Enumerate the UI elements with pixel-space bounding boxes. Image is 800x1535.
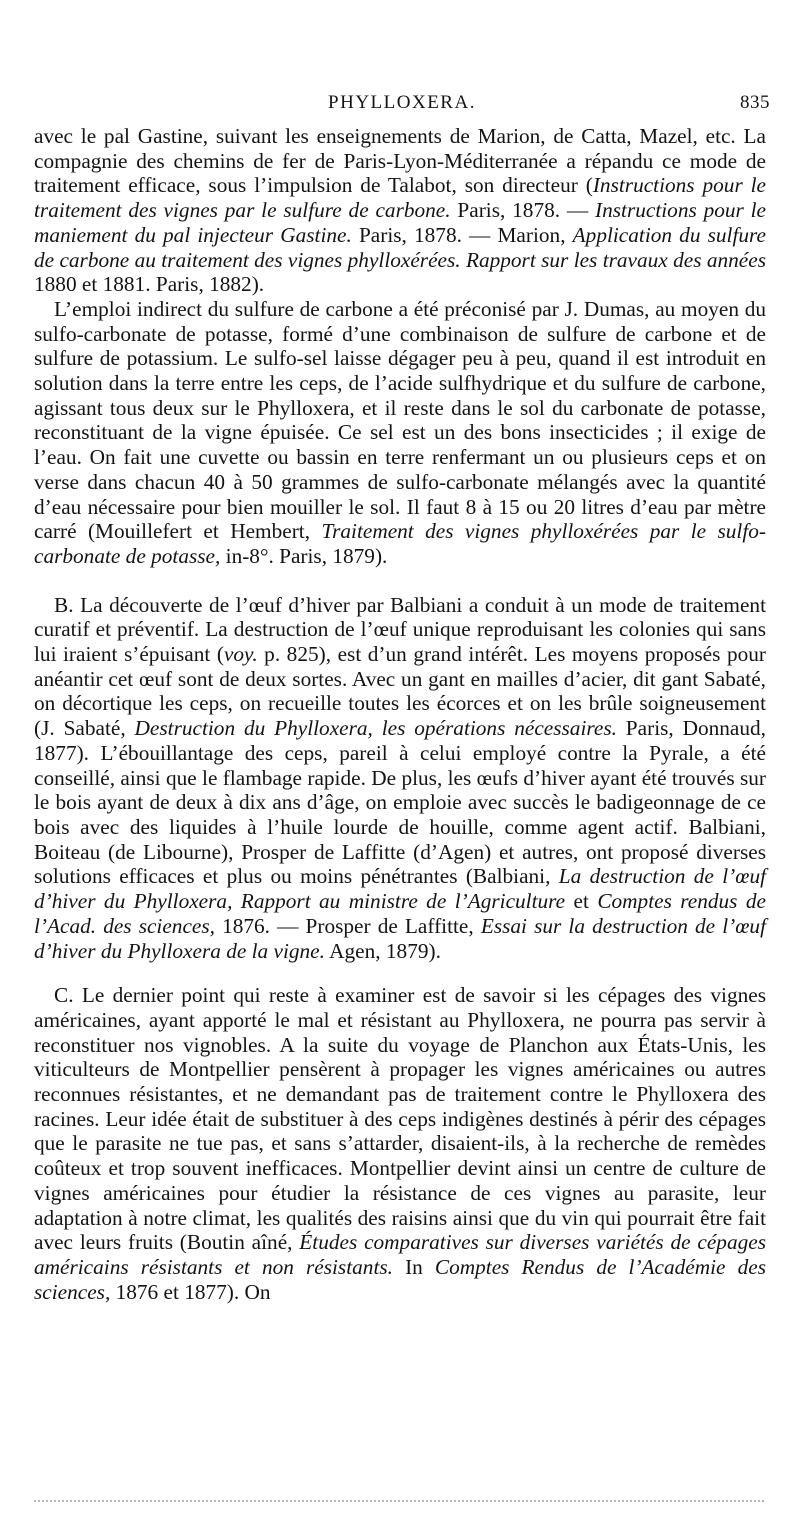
body-text: Agen, 1879). — [324, 938, 441, 963]
body-text: p. 825), est d’un grand intérêt. Les moyens proposés pour anéantir cet œuf sont de deux sortes. Avec un gant en mailles d’acier, dit gant Sabaté, on décortique les ceps, on recueille toutes les écorces et on les brûle soigneusement (J. Sabaté, — [34, 642, 767, 741]
body-text: In — [392, 1254, 435, 1279]
running-title: PHYLLOXERA. — [328, 92, 476, 113]
body-text: Paris, Donnaud, 1877). L’ébouillantage des ceps, pareil à celui employé contre la Pyrale, a été conseillé, ainsi que le flambage rapide. De plus, les œufs d’hiver ayant été trouvés sur le bois ayant de deux à dix ans d’âge, on emploie avec succès le badigeonnage de ce bois avec des liquides à l’huile lourde de houille, comme agent actif. Balbiani, Boiteau (de Libourne), Prosper de Laffitte (d’Agen) et autres, ont proposé diverses solutions efficaces et plus ou moins pénétrantes (Balbiani, — [34, 716, 766, 889]
body-text: et — [565, 889, 598, 914]
page-number: 835 — [740, 92, 770, 113]
paragraph-section-c — [34, 983, 766, 1304]
body-text: Paris, 1878. — Marion, — [351, 222, 573, 247]
italic-citation: Comptes Rendus de l’Académie des sciences, — [34, 1254, 766, 1304]
body-text: Paris, 1878. — — [450, 198, 595, 223]
body-text: 1880 et 1881. Paris, 1882). — [34, 272, 265, 297]
italic-citation: Application du sulfure de carbone au traitement des vignes phylloxérées. Rapport sur les travaux des années — [34, 222, 766, 272]
footer-dotted-rule — [34, 1500, 764, 1502]
italic-citation: Instructions pour le traitement des vignes par le sulfure de carbone. — [34, 173, 766, 223]
body-text: in-8°. Paris, 1879). — [220, 543, 388, 568]
italic-citation: Essai sur la destruction de l’œuf d’hiver du Phylloxera de la vigne. — [34, 913, 766, 963]
italic-citation: Instructions pour le maniement du pal injecteur Gastine. — [34, 198, 766, 247]
body-text: C. Le dernier point qui reste à examiner est de savoir si les cépages des vignes américaines, ayant apporté le mal et résistant au Phylloxera, ne pourra pas servir à reconstituer nos vignobles. A la suite du voyage de Planchon aux États-Unis, les viticulteurs de Montpellier pensèrent à propager les vignes américaines ou autres reconnues résistantes, et ne demandant pas de traitement contre le Phylloxera des racines. Leur idée était de substituer à des ceps indigènes destinés à périr des cépages que le parasite ne tue pas, et sans s’attarder, disaient-ils, à la recherche de remèdes coûteux et trop souvent inefficaces. Montpellier devint ainsi un centre de culture de vignes américaines pour étudier la résistance de ces vignes au parasite, leur adaptation à notre climat, les qualités des raisins ainsi que du vin qui pourrait être fait avec leurs fruits (Boutin aîné, — [34, 983, 766, 1255]
body-text: 1876 et 1877). On — [110, 1279, 271, 1304]
paragraph-section-b — [34, 593, 766, 964]
paragraph-sulfo-carbonate — [34, 297, 766, 569]
body-text: 1876. — Prosper de Laffitte, — [214, 913, 481, 938]
italic-citation: Études comparatives sur diverses variétés de cépages américains résistants et non résistants. — [34, 1230, 766, 1279]
page-body — [34, 124, 766, 1304]
italic-citation: Comptes rendus de l’Acad. des sciences, — [34, 889, 766, 938]
italic-citation: Traitement des vignes phylloxérées par le sulfo-carbonate de potasse, — [34, 519, 767, 568]
italic-citation: voy. — [223, 642, 258, 667]
body-text: B. La découverte de l’œuf d’hiver par Balbiani a conduit à un mode de traitement curatif et préventif. La destruction de l’œuf unique reproduisant les colonies qui sans lui iraient s’épuisant ( — [34, 592, 766, 667]
italic-citation: Destruction du Phylloxera, les opérations nécessaires. — [134, 716, 617, 741]
paragraph-continuation — [34, 124, 766, 297]
italic-citation: La destruction de l’œuf d’hiver du Phylloxera, Rapport au ministre de l’Agriculture — [34, 864, 767, 914]
running-header — [34, 92, 770, 122]
body-text: L’emploi indirect du sulfure de carbone a été préconisé par J. Dumas, au moyen du sulfo-carbonate de potasse, formé d’une combinaison de sulfure de carbone et de sulfure de potassium. Le sulfo-sel laisse dégager peu à peu, quand il est introduit en solution dans la terre entre les ceps, de l’acide sulfhydrique et du sulfure de carbone, agissant tous deux sur le Phylloxera, et il reste dans le sol du carbonate de potasse, reconstituant de la vigne épuisée. Ce sel est un des bons insecticides ; il exige de l’eau. On fait une cuvette ou bassin en terre renfermant un ou plusieurs ceps et on verse dans chacun 40 à 50 grammes de sulfo-carbonate mélangés avec la quantité d’eau nécessaire pour bien mouiller le sol. Il faut 8 à 15 ou 20 litres d’eau par mètre carré (Mouillefert et Hembert, — [34, 296, 766, 544]
body-text: avec le pal Gastine, suivant les enseignements de Marion, de Catta, Mazel, etc. La compagnie des chemins de fer de Paris-Lyon-Méditerranée a répandu ce mode de traitement efficace, sous l’impulsion de Talabot, son directeur ( — [34, 124, 766, 198]
